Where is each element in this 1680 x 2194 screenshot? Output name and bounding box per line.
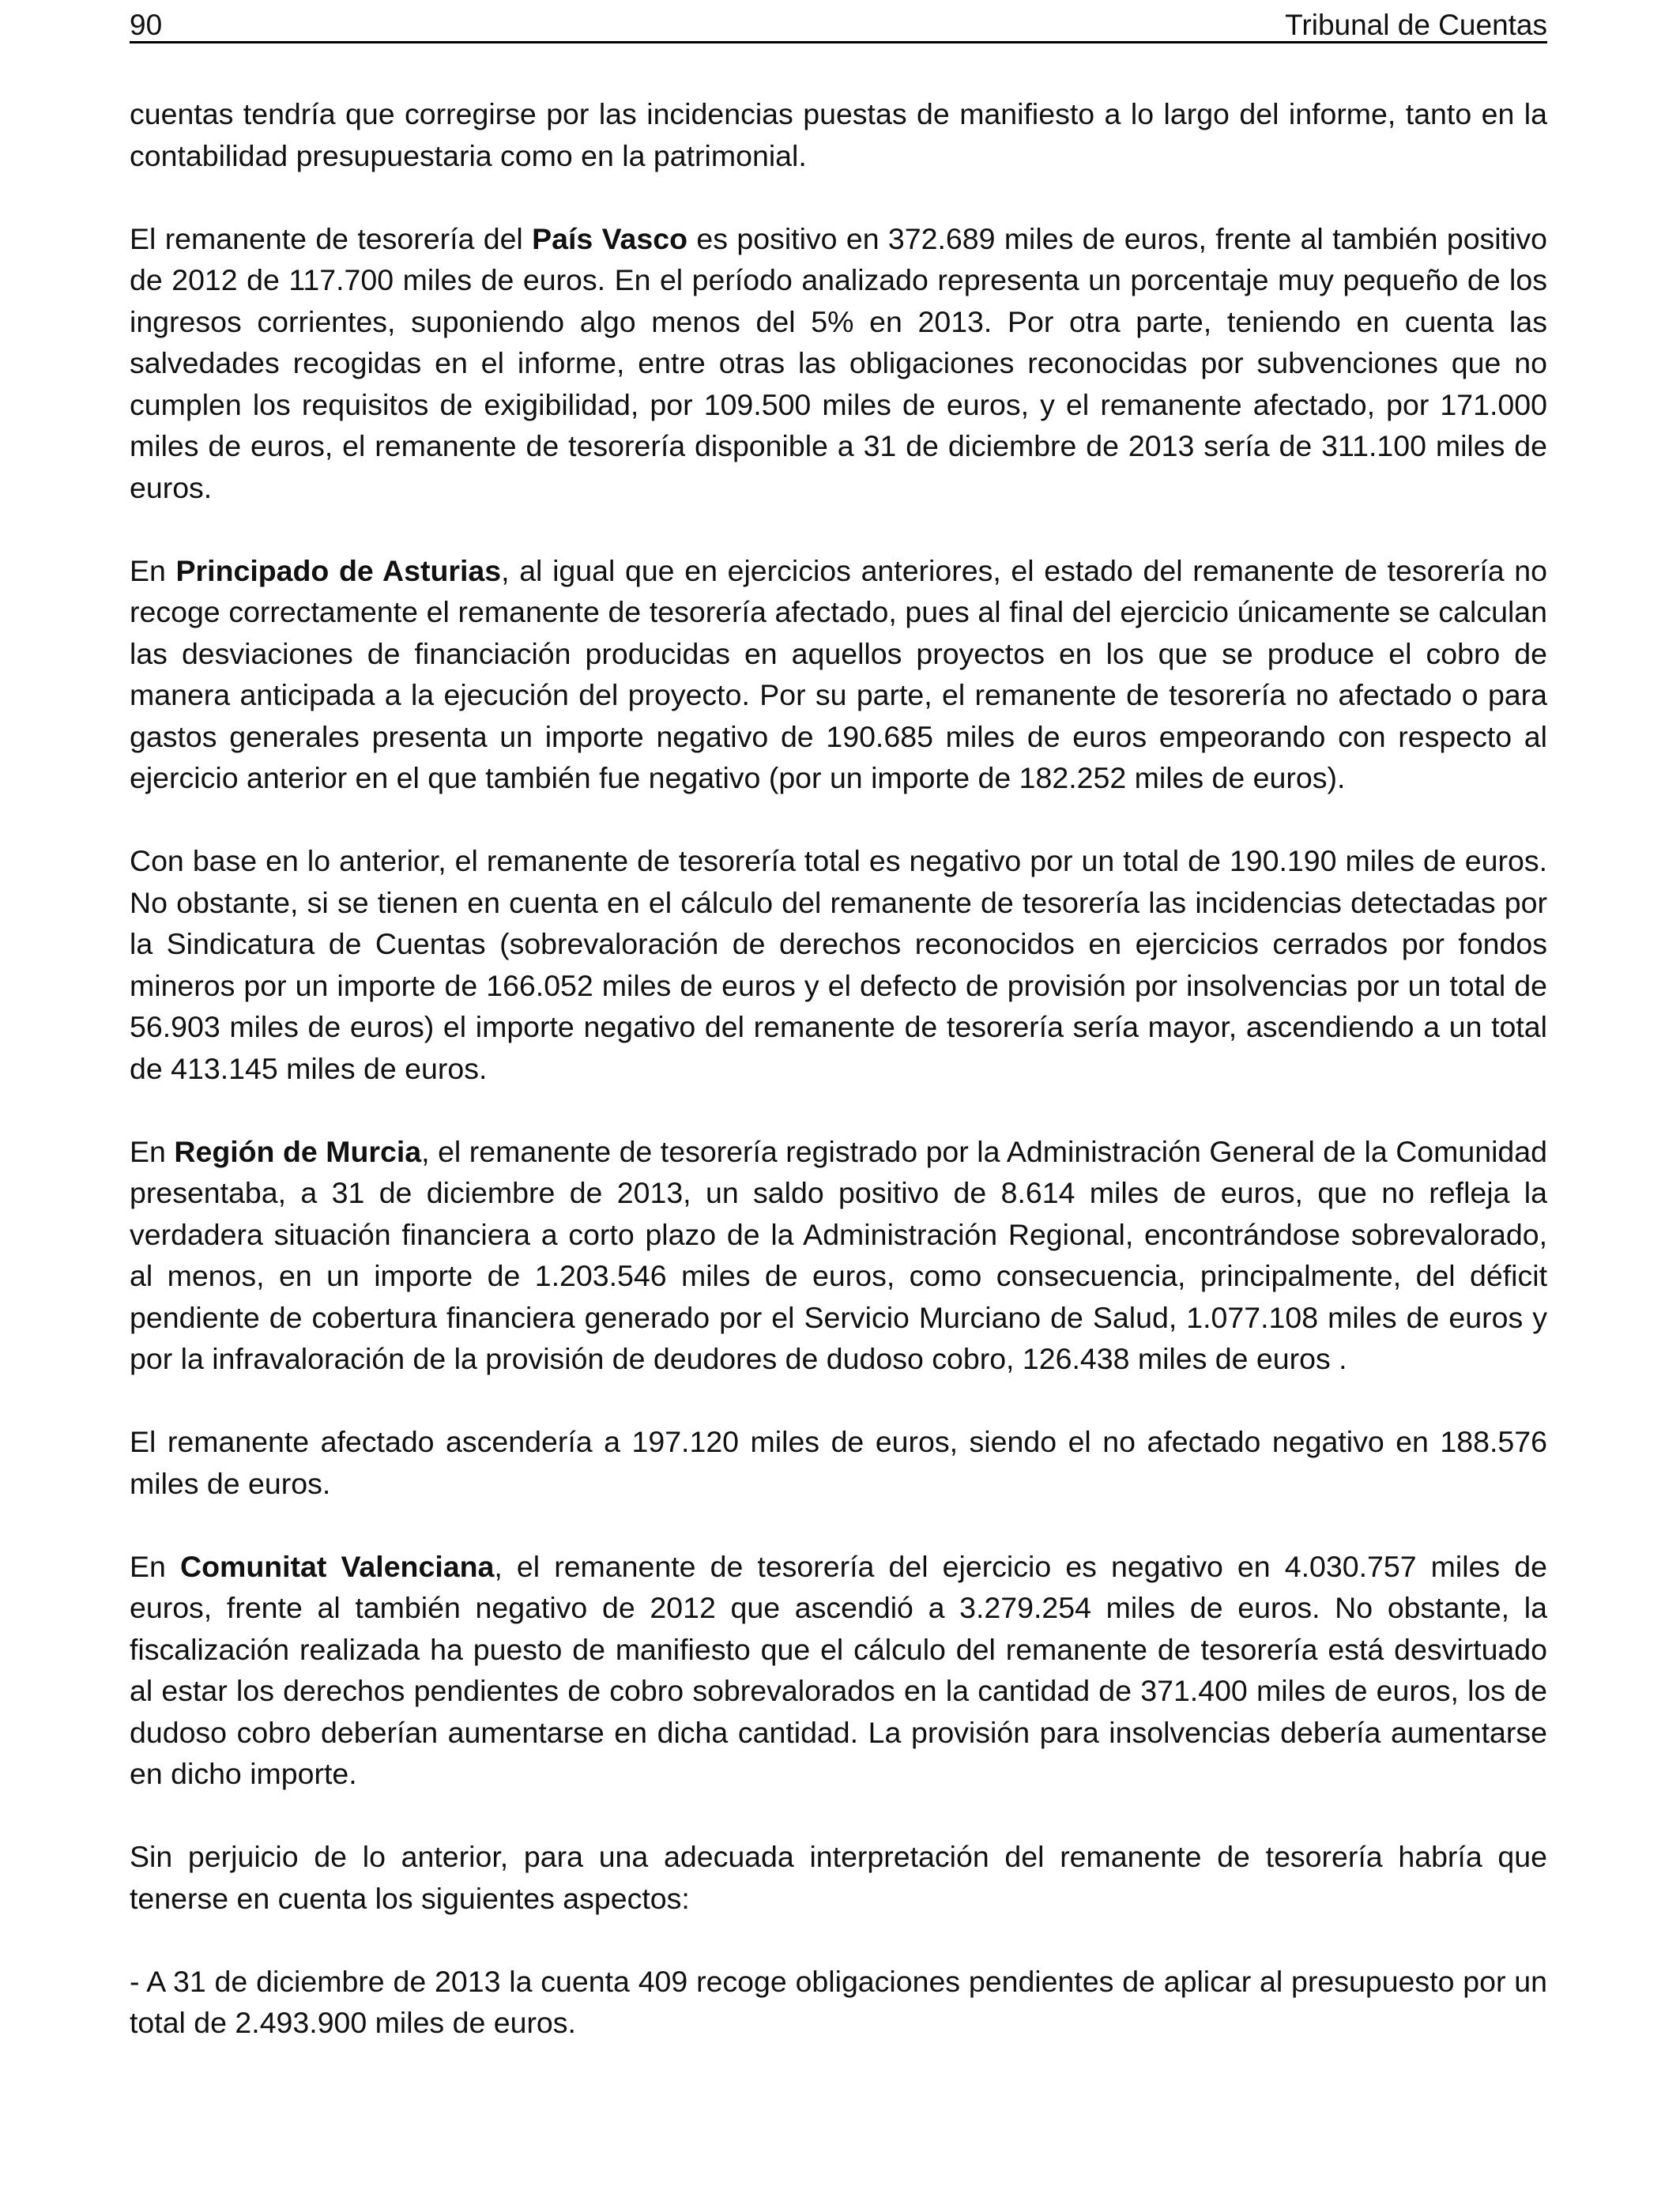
paragraph-valenciana [130, 1546, 1547, 1795]
region-name: Principado de Asturias [175, 553, 502, 587]
paragraph-asturias [130, 550, 1547, 799]
list-item-cuenta-409 [130, 1961, 1547, 2044]
paragraph-text: , el remanente de tesorería registrado por la Administración General de la Comunidad presentaba, a 31 de diciembre de 2013, un saldo positivo de 8.614 miles de euros, que no refleja la verdadera situación financiera a corto plazo de la Administración Regional, encontrándose sobrevalorado, al menos, en un importe de 1.203.546 miles de euros, como consecuencia, principalmente, del déficit pendiente de cobertura financiera generado por el Servicio Murciano de Salud, 1.077.108 miles de euros y por la infravaloración de la provisión de deudores de dudoso cobro, 126.438 miles de euros . [130, 1134, 1548, 1375]
paragraph-text: , al igual que en ejercicios anteriores, el estado del remanente de tesorería no recoge correctamente el remanente de tesorería afectado, pues al final del ejercicio únicamente se calculan las desviaciones de financiación producidas en aquellos proyectos en los que se produce el cobro de manera anticipada a la ejecución del proyecto. Por su parte, el remanente de tesorería no afectado o para gastos generales presenta un importe negativo de 190.685 miles de euros empeorando con respecto al ejercicio anterior en el que también fue negativo (por un importe de 182.252 miles de euros). [130, 553, 1547, 794]
paragraph-aspectos [130, 1836, 1547, 1919]
region-name: Comunitat Valenciana [179, 1549, 495, 1583]
region-name: País Vasco [532, 221, 688, 255]
page-header [130, 9, 1547, 43]
paragraph-text: cuentas tendría que corregirse por las incidencias puestas de manifiesto a lo largo del informe, tanto en la contabilidad presupuestaria como en la patrimonial. [130, 97, 1547, 172]
paragraph-lead: El remanente de tesorería del [130, 221, 533, 255]
paragraph-text: es positivo en 372.689 miles de euros, frente al también positivo de 2012 de 117.700 miles de euros. En el período analizado representa un porcentaje muy pequeño de los ingresos corrientes, suponiendo algo menos del 5% en 2013. Por otra parte, teniendo en cuenta las salvedades recogidas en el informe, entre otras las obligaciones reconocidas por subvenciones que no cumplen los requisitos de exigibilidad, por 109.500 miles de euros, y el remanente afectado, por 171.000 miles de euros, el remanente de tesorería disponible a 31 de diciembre de 2013 sería de 311.100 miles de euros. [130, 221, 1547, 504]
region-name: Región de Murcia [174, 1134, 422, 1168]
paragraph-text: - A 31 de diciembre de 2013 la cuenta 409 recoge obligaciones pendientes de aplicar al presupuesto por un total de 2.493.900 miles de euros. [130, 1964, 1547, 2039]
paragraph-pais-vasco [130, 218, 1547, 509]
paragraph-murcia-afectado [130, 1421, 1547, 1504]
paragraph-lead: En [130, 1549, 180, 1583]
paragraph-text: , el remanente de tesorería del ejercicio es negativo en 4.030.757 miles de euros, frente al también negativo de 2012 que ascendió a 3.279.254 miles de euros. No obstante, la fiscalización realizada ha puesto de manifiesto que el cálculo del remanente de tesorería está desvirtuado al estar los derechos pendientes de cobro sobrevalorados en la cantidad de 371.400 miles de euros, los de dudoso cobro deberían aumentarse en dicha cantidad. La provisión para insolvencias debería aumentarse en dicho importe. [130, 1549, 1548, 1790]
page-number: 90 [130, 9, 163, 41]
paragraph-text: Con base en lo anterior, el remanente de tesorería total es negativo por un total de 190.190 miles de euros. No obstante, si se tienen en cuenta en el cálculo del remanente de tesorería las incidencias detectadas por la Sindicatura de Cuentas (sobrevaloración de derechos reconocidos en ejercicios cerrados por fondos mineros por un importe de 166.052 miles de euros y el defecto de provisión por insolvencias por un total de 56.903 miles de euros) el importe negativo del remanente de tesorería sería mayor, ascendiendo a un total de 413.145 miles de euros. [130, 844, 1547, 1085]
running-title: Tribunal de Cuentas [1285, 9, 1547, 41]
paragraph-text: Sin perjuicio de lo anterior, para una adecuada interpretación del remanente de tesorería habría que tenerse en cuenta los siguientes aspectos: [130, 1840, 1547, 1915]
paragraph-asturias-total [130, 840, 1547, 1089]
document-body [130, 93, 1547, 2044]
paragraph-text: El remanente afectado ascendería a 197.120 miles de euros, siendo el no afectado negativo en 188.576 miles de euros. [130, 1425, 1547, 1500]
paragraph-continuation [130, 93, 1547, 176]
paragraph-lead: En [130, 553, 176, 587]
paragraph-murcia [130, 1131, 1547, 1380]
paragraph-lead: En [130, 1134, 175, 1168]
